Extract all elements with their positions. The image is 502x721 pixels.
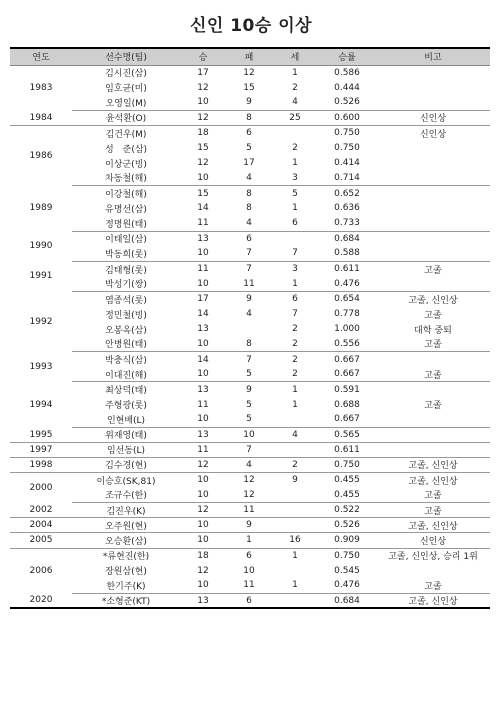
losses-cell: 1 [226,533,272,548]
year-cell: 2020 [10,593,72,608]
note-cell [376,140,490,155]
win-pct-cell: 0.667 [318,412,376,427]
saves-cell: 1 [292,384,298,395]
saves-cell [272,503,318,518]
table-row [10,261,490,276]
wins-cell: 10 [180,276,226,291]
losses-cell: 8 [246,203,252,214]
player-cell: 오봉옥(삼) [105,325,147,336]
win-pct-cell: 0.667 [318,367,376,382]
player-cell: 정명원(태) [72,216,180,231]
table-row [10,140,490,155]
player-cell: 인현배(L) [72,412,180,427]
table-row [10,246,490,261]
saves-cell: 2 [292,82,298,93]
year-cell: 1990 [29,241,53,252]
saves-cell [272,442,318,457]
player-cell: 김진우(K) [72,503,180,518]
note-cell [376,442,490,457]
saves-cell: 16 [272,533,318,548]
note-cell [376,276,490,291]
note-cell: 고졸 [424,265,442,276]
losses-cell: 11 [226,276,272,291]
year-cell: 2004 [10,518,72,533]
losses-cell: 5 [226,412,272,427]
saves-cell: 2 [292,354,298,365]
losses-cell: 4 [226,216,272,231]
losses-cell: 9 [226,95,272,110]
losses-cell: 9 [246,384,252,395]
player-cell: 정민철(빙) [105,310,147,321]
note-cell [376,216,490,231]
year-cell: 1989 [29,203,53,214]
year-cell: 1984 [10,110,72,125]
saves-cell: 1 [272,276,318,291]
header-saves: 세 [272,48,318,65]
table-row [10,171,490,186]
table-row [10,578,490,593]
wins-cell: 14 [197,309,209,320]
wins-cell: 10 [180,412,226,427]
losses-cell: 4 [226,457,272,472]
losses-cell: 7 [226,442,272,457]
wins-cell: 13 [197,384,209,395]
player-cell: 주형광(롯) [105,401,147,412]
losses-cell: 6 [246,233,252,244]
player-cell: 이승호(SK,81) [96,476,156,487]
note-cell [376,186,490,201]
losses-cell: 9 [246,294,252,305]
win-pct-cell: 0.667 [334,354,360,365]
table-row [10,291,490,306]
note-cell: 고졸, 신인상 [376,457,490,472]
saves-cell: 1 [292,203,298,214]
wins-cell: 11 [197,399,209,410]
saves-cell [272,518,318,533]
win-pct-cell: 0.688 [334,399,360,410]
wins-cell: 17 [197,67,209,78]
player-cell: 성 준(삼) [104,144,148,155]
note-cell [376,65,490,80]
table-row [10,593,490,608]
year-cell: 2002 [10,503,72,518]
losses-cell: 12 [243,475,255,486]
table-row [10,488,490,503]
losses-cell: 4 [226,171,272,186]
player-cell: 조규수(한) [72,488,180,503]
wins-cell: 17 [197,294,209,305]
losses-cell: 6 [246,128,252,139]
losses-cell: 10 [243,565,255,576]
win-pct-cell: 0.565 [318,427,376,442]
header-year: 연도 [10,48,72,65]
player-cell: 윤석환(O) [72,110,180,125]
player-cell: 오승환(삼) [72,533,180,548]
losses-cell: 8 [246,188,252,199]
wins-cell: 18 [197,128,209,139]
table-row [10,473,490,488]
table-row [10,322,490,337]
player-cell: 김건우(M) [105,129,147,140]
player-cell: 박충식(삼) [105,356,147,367]
player-cell: 오주원(현) [72,518,180,533]
table-row [10,186,490,201]
losses-cell: 10 [226,427,272,442]
win-pct-cell: 0.414 [334,158,360,169]
table-row [10,201,490,216]
note-cell: 고졸 [376,578,490,593]
wins-cell: 12 [197,82,209,93]
player-cell: 차동철(해) [72,171,180,186]
wins-cell: 12 [197,565,209,576]
losses-cell: 15 [243,82,255,93]
note-cell: 고졸, 신인상, 승리 1위 [388,552,478,563]
note-cell [376,427,490,442]
win-pct-cell: 0.684 [318,593,376,608]
year-cell: 1994 [29,399,53,410]
saves-cell: 1 [292,158,298,169]
table-row [10,382,490,397]
note-cell [376,563,490,578]
wins-cell: 13 [180,593,226,608]
wins-cell: 10 [180,578,226,593]
note-cell [376,382,490,397]
player-cell: 염종석(롯) [105,295,147,306]
win-pct-cell: 0.455 [318,488,376,503]
note-cell [376,352,490,367]
table-row [10,65,490,80]
wins-cell: 10 [180,337,226,352]
wins-cell: 14 [197,354,209,365]
player-cell: 임선동(L) [72,442,180,457]
year-cell: 2006 [29,565,53,576]
wins-cell: 13 [197,233,209,244]
win-pct-cell: 0.611 [334,264,360,275]
table-row [10,231,490,246]
year-cell: 1991 [29,271,53,282]
player-cell: 최상덕(태) [105,386,147,397]
table-row [10,442,490,457]
player-cell: 장원삼(현) [105,567,147,578]
saves-cell [272,125,318,140]
player-cell: 이태일(삼) [105,235,147,246]
table-row [10,125,490,140]
win-pct-cell: 0.636 [334,203,360,214]
losses-cell: 7 [246,354,252,365]
saves-cell: 2 [272,367,318,382]
win-pct-cell: 0.611 [318,442,376,457]
wins-cell: 10 [180,171,226,186]
player-cell: 이대진(해) [72,367,180,382]
table-row [10,563,490,578]
player-cell: 한기주(K) [72,578,180,593]
header-note: 비고 [376,48,490,65]
saves-cell: 1 [292,67,298,78]
year-cell: 1995 [10,427,72,442]
wins-cell: 10 [197,475,209,486]
saves-cell: 7 [272,246,318,261]
saves-cell: 2 [272,457,318,472]
table-body [10,65,490,608]
win-pct-cell: 0.684 [334,233,360,244]
note-cell: 고졸, 신인상 [408,295,458,306]
wins-cell: 15 [197,188,209,199]
saves-cell [272,231,318,246]
player-cell: *류현진(한) [102,552,150,563]
saves-cell: 7 [292,309,298,320]
wins-cell: 10 [180,246,226,261]
table-row [10,156,490,171]
year-cell: 1986 [29,150,53,161]
wins-cell: 13 [197,324,209,335]
note-cell: 신인상 [376,533,490,548]
losses-cell: 6 [226,593,272,608]
saves-cell: 3 [272,171,318,186]
wins-cell: 12 [180,503,226,518]
header-row [10,48,490,65]
saves-cell: 1 [292,399,298,410]
losses-cell: 6 [246,550,252,561]
win-pct-cell: 0.588 [318,246,376,261]
losses-cell: 12 [226,488,272,503]
saves-cell: 5 [292,188,298,199]
note-cell: 대학 중퇴 [414,325,452,336]
header-wins: 승 [180,48,226,65]
wins-cell: 11 [197,264,209,275]
wins-cell: 10 [180,518,226,533]
table-row [10,80,490,95]
wins-cell: 12 [180,457,226,472]
table-row [10,95,490,110]
note-cell [376,412,490,427]
losses-cell: 4 [246,309,252,320]
losses-cell [226,322,272,337]
wins-cell: 10 [180,367,226,382]
win-pct-cell: 0.652 [334,188,360,199]
player-cell: 이상군(빙) [105,159,147,170]
player-cell: 위재영(태) [72,427,180,442]
player-cell: *소형준(KT) [72,593,180,608]
note-cell: 고졸 [376,337,490,352]
note-cell: 신인상 [376,110,490,125]
win-pct-cell: 1.000 [334,324,360,335]
saves-cell: 2 [292,143,298,154]
win-pct-cell: 0.556 [318,337,376,352]
table-row [10,337,490,352]
wins-cell: 11 [180,216,226,231]
page-title: 신인 10승 이상 [189,16,313,36]
header-player: 선수명(팀) [72,48,180,65]
losses-cell: 11 [226,503,272,518]
note-cell [376,80,490,95]
win-pct-cell: 0.444 [334,82,360,93]
table-row [10,307,490,322]
table-row [10,427,490,442]
note-cell: 고졸 [424,310,442,321]
note-cell: 고졸 [424,401,442,412]
win-pct-cell: 0.586 [334,67,360,78]
losses-cell: 8 [226,337,272,352]
win-pct-cell: 0.750 [334,143,360,154]
saves-cell: 3 [292,264,298,275]
losses-cell: 5 [226,367,272,382]
note-cell: 고졸, 신인상 [408,476,458,487]
wins-cell: 10 [180,533,226,548]
player-cell: 오영일(M) [72,95,180,110]
wins-cell: 18 [197,550,209,561]
saves-cell: 6 [292,294,298,305]
player-cell: 임호균(미) [105,84,147,95]
win-pct-cell: 0.750 [334,128,360,139]
win-pct-cell: 0.476 [318,276,376,291]
note-cell [376,246,490,261]
player-cell: 안병원(태) [72,337,180,352]
player-cell: 박동희(롯) [72,246,180,261]
wins-cell: 12 [197,158,209,169]
header-losses: 패 [226,48,272,65]
win-pct-cell: 0.778 [334,309,360,320]
losses-cell: 8 [226,110,272,125]
wins-cell: 15 [197,143,209,154]
saves-cell [272,488,318,503]
losses-cell: 17 [243,158,255,169]
saves-cell: 2 [292,324,298,335]
year-cell: 2005 [10,533,72,548]
note-cell: 고졸 [376,488,490,503]
win-pct-cell: 0.545 [334,565,360,576]
table-row [10,367,490,382]
player-cell: 김수경(현) [72,457,180,472]
note-cell: 고졸 [376,503,490,518]
losses-cell: 5 [246,399,252,410]
saves-cell: 1 [272,578,318,593]
saves-cell: 25 [272,110,318,125]
table-row [10,352,490,367]
win-pct-cell: 0.909 [318,533,376,548]
note-cell [376,156,490,171]
table-row [10,110,490,125]
player-cell: 김시진(삼) [105,69,147,80]
note-cell: 고졸, 신인상 [376,518,490,533]
win-pct-cell: 0.455 [334,475,360,486]
table-row [10,503,490,518]
win-pct-cell: 0.526 [318,518,376,533]
win-pct-cell: 0.733 [318,216,376,231]
saves-cell: 6 [272,216,318,231]
saves-cell: 9 [292,475,298,486]
win-pct-cell: 0.522 [318,503,376,518]
note-cell [376,171,490,186]
wins-cell: 10 [180,488,226,503]
wins-cell: 12 [180,110,226,125]
table-row [10,518,490,533]
year-cell: 1983 [29,82,53,93]
wins-cell: 11 [180,442,226,457]
note-cell: 신인상 [419,129,447,140]
win-pct-cell: 0.600 [318,110,376,125]
table-row [10,397,490,412]
note-cell: 고졸, 신인상 [376,593,490,608]
note-cell [376,231,490,246]
win-pct-cell: 0.714 [318,171,376,186]
win-pct-cell: 0.591 [334,384,360,395]
win-pct-cell: 0.750 [318,457,376,472]
year-cell: 1998 [10,457,72,472]
wins-cell: 14 [197,203,209,214]
saves-cell: 1 [292,550,298,561]
saves-cell: 2 [272,337,318,352]
table-row [10,216,490,231]
note-cell [376,95,490,110]
table-row [10,276,490,291]
saves-cell [272,412,318,427]
table-row [10,457,490,472]
note-cell: 고졸 [376,367,490,382]
year-cell: 1993 [29,361,53,372]
win-pct-cell: 0.750 [334,550,360,561]
player-cell: 이강철(해) [105,190,147,201]
losses-cell: 11 [226,578,272,593]
table-row [10,548,490,563]
saves-cell [272,593,318,608]
year-cell: 2000 [29,482,53,493]
wins-cell: 10 [180,95,226,110]
table-row [10,412,490,427]
table-row [10,533,490,548]
year-cell: 1992 [29,316,53,327]
losses-cell: 7 [246,264,252,275]
saves-cell: 4 [272,427,318,442]
losses-cell: 12 [243,67,255,78]
saves-cell [272,563,318,578]
player-cell: 유명선(삼) [105,204,147,215]
rookie-wins-table [10,47,490,609]
win-pct-cell: 0.654 [334,294,360,305]
win-pct-cell: 0.476 [318,578,376,593]
header-win-pct: 승률 [318,48,376,65]
wins-cell: 13 [180,427,226,442]
losses-cell: 5 [246,143,252,154]
note-cell [376,201,490,216]
player-cell: 김태형(롯) [105,265,147,276]
year-cell: 1997 [10,442,72,457]
losses-cell: 7 [226,246,272,261]
saves-cell: 4 [272,95,318,110]
player-cell: 박성기(쌍) [72,276,180,291]
losses-cell: 9 [226,518,272,533]
win-pct-cell: 0.526 [318,95,376,110]
